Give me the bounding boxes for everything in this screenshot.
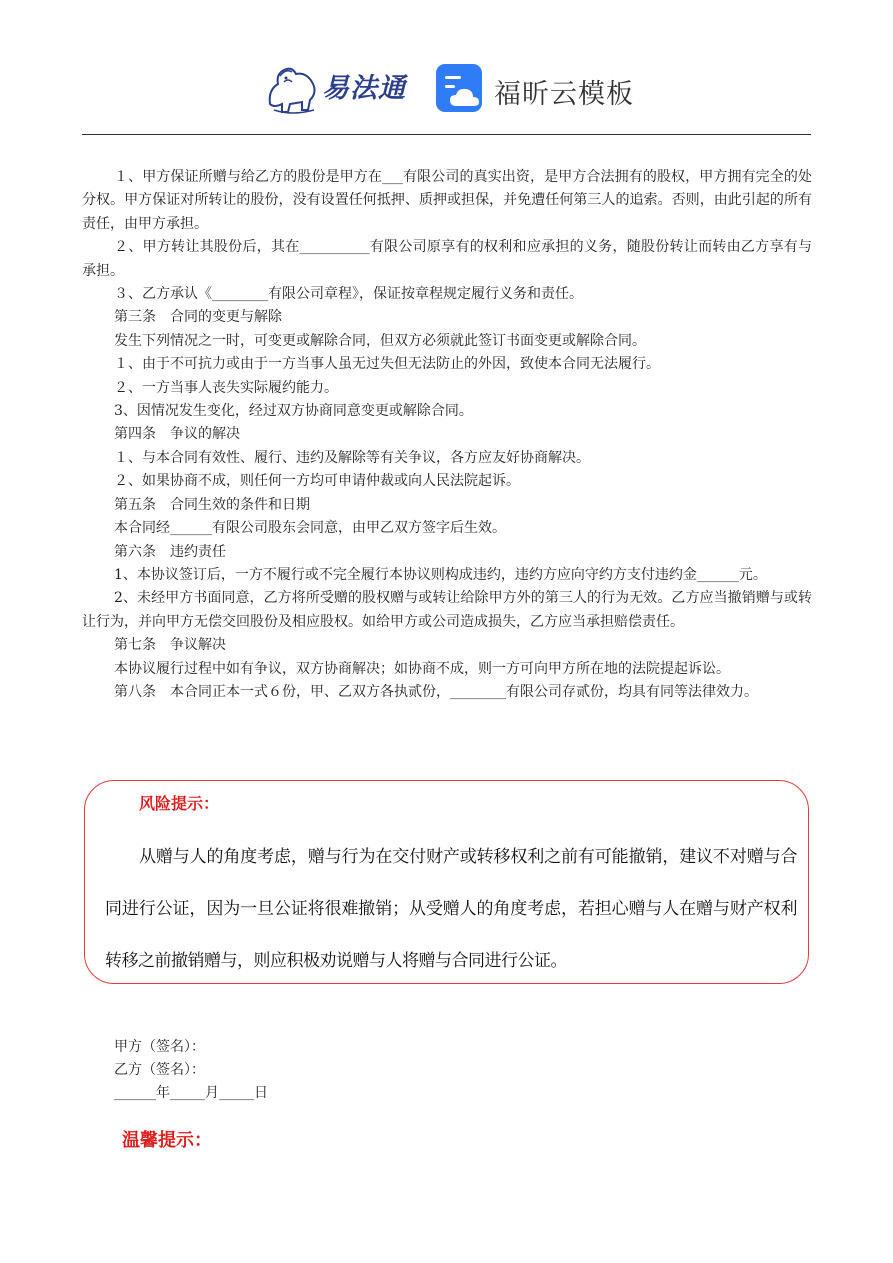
paragraph: １、与本合同有效性、履行、违约及解除等有关争议，各方应友好协商解决。 (114, 449, 590, 466)
paragraph: ２、一方当事人丧失实际履约能力。 (114, 379, 338, 396)
signature-block (114, 1036, 268, 1105)
article-title: 第四条 争议的解决 (114, 426, 240, 443)
paragraph: ２、甲方转让其股份后，其在__________有限公司原享有的权利和应承担的义务，随股份转让而转由乙方享有与承担。 (82, 239, 812, 279)
paragraph: 发生下列情况之一时，可变更或解除合同，但双方必须就此签订书面变更或解除合同。 (114, 332, 646, 349)
warm-tip-title: 温馨提示： (122, 1130, 212, 1151)
yifatong-logo (262, 56, 422, 118)
paragraph: ３、乙方承认《________有限公司章程》，保证按章程规定履行义务和责任。 (114, 286, 583, 303)
article-title: 第五条 合同生效的条件和日期 (114, 496, 310, 513)
paragraph: ２、如果协商不成，则任何一方均可申请仲裁或向人民法院起诉。 (114, 473, 520, 490)
article-title: 第三条 合同的变更与解除 (114, 309, 282, 326)
signature-date: ______年_____月_____日 (114, 1085, 268, 1101)
logo-left-text: 易法通 (322, 73, 406, 104)
contract-body (82, 166, 812, 704)
risk-tip-box (84, 780, 809, 984)
risk-tip-body (105, 831, 797, 987)
party-b-signature: 乙方（签名）： (114, 1062, 205, 1078)
paragraph: １、甲方保证所赠与给乙方的股份是甲方在___有限公司的真实出资，是甲方合法拥有的股权，甲方拥有完全的处分权。甲方保证对所转让的股份，没有设置任何抵押、质押或担保，并免遭任何第三人的追索。否则，由此引起的所有责任，由甲方承担。 (82, 169, 812, 232)
paragraph: １、由于不可抗力或由于一方当事人虽无过失但无法防止的外因，致使本合同无法履行。 (114, 356, 660, 373)
paragraph: 2、未经甲方书面同意，乙方将所受赠的股权赠与或转让给除甲方外的第三人的行为无效。乙方应当撤销赠与或转让行为，并向甲方无偿交回股份及相应股权。如给甲方或公司造成损失，乙方应当承担赔偿责任。 (82, 590, 812, 630)
header (0, 56, 893, 126)
paragraph: 第八条 本合同正本一式６份，甲、乙双方各执贰份，________有限公司存贰份，均具有同等法律效力。 (114, 683, 758, 700)
fuxin-logo (436, 64, 656, 118)
lion-emblem-icon (262, 60, 322, 116)
article-title: 第七条 争议解决 (114, 637, 226, 654)
paragraph: 1、本协议签订后，一方不履行或不完全履行本协议则构成违约，违约方应向守约方支付违约金______元。 (114, 566, 767, 583)
risk-tip-title: 风险提示： (139, 794, 220, 813)
party-a-signature: 甲方（签名）： (114, 1039, 205, 1055)
paragraph: 本协议履行过程中如有争议，双方协商解决；如协商不成，则一方可向甲方所在地的法院提起诉讼。 (114, 660, 730, 677)
paragraph: 3、因情况发生变化，经过双方协商同意变更或解除合同。 (114, 403, 473, 420)
article-title: 第六条 违约责任 (114, 543, 226, 560)
cloud-doc-icon (436, 64, 484, 114)
risk-tip-text: 从赠与人的角度考虑，赠与行为在交付财产或转移权利之前有可能撤销，建议不对赠与合同进行公证，因为一旦公证将很难撤销；从受赠人的角度考虑，若担心赠与人在赠与财产权利转移之前撤销赠与，则应积极劝说赠与人将赠与合同进行公证。 (105, 847, 797, 971)
header-divider (82, 134, 811, 135)
paragraph: 本合同经______有限公司股东会同意，由甲乙双方签字后生效。 (114, 520, 506, 537)
logo-right-text: 福昕云模板 (494, 79, 634, 110)
